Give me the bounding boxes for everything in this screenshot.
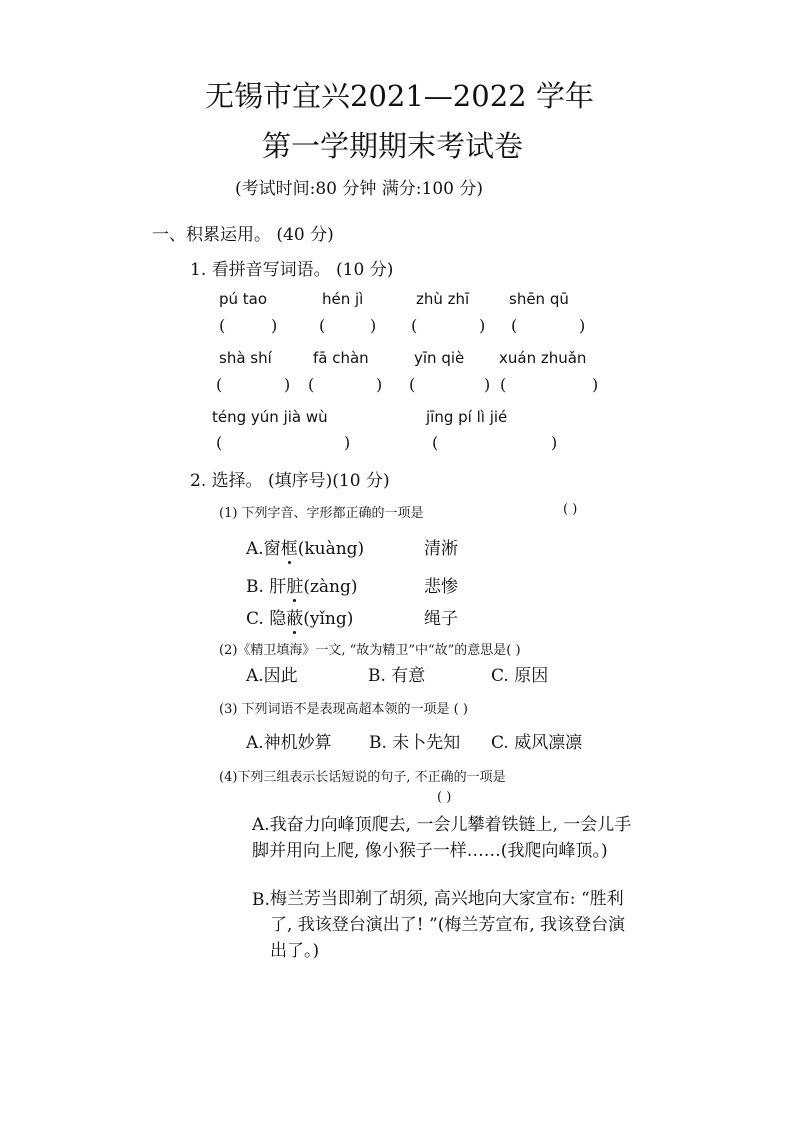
emphasis-dot-char: 蔽: [286, 604, 303, 629]
pinyin-item: jīng pí lì jié: [426, 408, 508, 426]
pinyin-item: zhù zhī: [416, 290, 470, 308]
option-b[interactable]: B. 肝脏(zàng): [246, 572, 358, 597]
answer-blank: ): [579, 316, 586, 335]
answer-blank[interactable]: (: [319, 316, 326, 335]
answer-blank: ): [271, 316, 278, 335]
emphasis-dot-char: 框: [281, 534, 298, 559]
option-a[interactable]: A.神机妙算: [246, 733, 332, 753]
sub-question-stem: (1) 下列字音、字形都正确的一项是: [219, 506, 424, 521]
answer-blank: ): [592, 375, 599, 394]
option-a[interactable]: A.因此: [246, 666, 298, 686]
answer-blank: ): [284, 375, 291, 394]
sub-question-stem: (3) 下列词语不是表现高超本领的一项是 ( ): [219, 702, 468, 717]
answer-blank: ): [479, 316, 486, 335]
answer-blank[interactable]: (: [409, 375, 416, 394]
question-1-title: 1. 看拼音写词语。 (10 分): [190, 260, 394, 280]
emphasis-dot-char: 脏: [286, 572, 303, 597]
exam-info: (考试时间:80 分钟 满分:100 分): [235, 179, 484, 199]
answer-blank: ): [344, 433, 351, 452]
option-a[interactable]: A.我奋力向峰顶爬去, 一会儿攀着铁链上, 一会儿手脚并用向上爬, 像小猴子一样……(我爬向峰顶。): [252, 815, 632, 861]
pinyin-item: hén jì: [322, 290, 364, 308]
option-b[interactable]: B. 有意: [368, 666, 426, 686]
option-c-word: 绳子: [424, 609, 458, 629]
pinyin-item: yīn qiè: [414, 349, 465, 367]
section-heading: 一、积累运用。 (40 分): [152, 225, 334, 245]
page-title: 无锡市宜兴2021—2022 学年: [205, 79, 594, 113]
answer-blank[interactable]: (: [411, 316, 418, 335]
pinyin-item: pú tao: [219, 290, 268, 308]
answer-blank[interactable]: ( ): [437, 790, 452, 805]
option-b[interactable]: B. 未卜先知: [369, 733, 461, 753]
answer-blank[interactable]: (: [511, 316, 518, 335]
option-c[interactable]: C. 原因: [491, 666, 549, 686]
answer-blank[interactable]: (: [216, 375, 223, 394]
answer-blank: ): [376, 375, 383, 394]
option-c[interactable]: C. 威风凛凛: [491, 733, 583, 753]
answer-blank: ): [370, 316, 377, 335]
option-b-label[interactable]: B.: [252, 890, 270, 910]
pinyin-item: shēn qū: [509, 290, 569, 308]
answer-blank[interactable]: (: [216, 433, 223, 452]
answer-blank[interactable]: (: [500, 375, 507, 394]
option-a[interactable]: A.窗框(kuàng): [246, 534, 364, 559]
answer-blank[interactable]: ( ): [563, 502, 578, 517]
answer-blank[interactable]: (: [432, 433, 439, 452]
option-b-word: 悲惨: [424, 577, 458, 597]
option-a-word: 清淅: [424, 539, 458, 559]
option-c[interactable]: C. 隐蔽(yǐng): [246, 604, 353, 629]
answer-blank: ): [484, 375, 491, 394]
sub-question-stem: (4)下列三组表示长话短说的句子, 不正确的一项是: [219, 770, 506, 785]
answer-blank: ): [551, 433, 558, 452]
question-2-title: 2. 选择。 (填序号)(10 分): [190, 471, 390, 491]
pinyin-item: shà shí: [219, 349, 272, 367]
option-b[interactable]: 梅兰芳当即剃了胡须, 高兴地向大家宣布: “胜利了, 我该登台演出了! ”(梅兰芳宣布, 我该登台演出了。): [270, 889, 626, 961]
answer-blank[interactable]: (: [219, 316, 226, 335]
page-subtitle: 第一学期期末考试卷: [262, 129, 524, 163]
sub-question-stem: (2)《精卫填海》一文, “故为精卫”中“故”的意思是( ): [219, 643, 521, 658]
answer-blank[interactable]: (: [308, 375, 315, 394]
pinyin-item: fā chàn: [313, 349, 369, 367]
pinyin-item: xuán zhuǎn: [499, 349, 587, 367]
pinyin-item: téng yún jià wù: [212, 408, 328, 426]
